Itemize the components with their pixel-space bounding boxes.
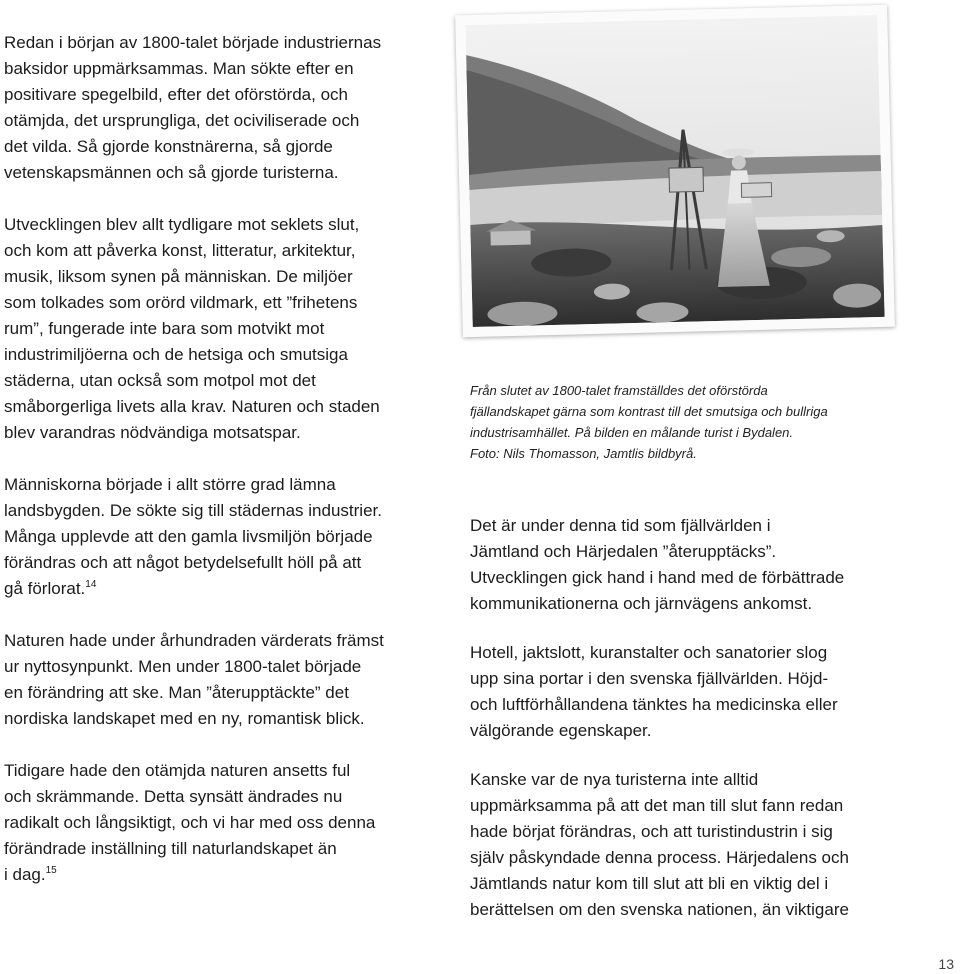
- paragraph: [4, 758, 444, 888]
- page-number: 13: [938, 956, 954, 972]
- footnote-marker: 15: [45, 865, 57, 876]
- paragraph-text: Tidigare hade den otämjda naturen ansetts ful och skrämmande. Detta synsätt ändrades nu radikalt och långsiktigt, och vi har med oss denna förändrade inställning till naturlandskapet än i dag.: [4, 761, 376, 884]
- left-text-column: [4, 30, 444, 888]
- caption-line: Från slutet av 1800-talet framställdes det oförstörda: [470, 383, 768, 398]
- paragraph: Naturen hade under århundraden värderats främst ur nyttosynpunkt. Men under 1800-talet började en förändring att ske. Man ”återupptäckte” det nordiska landskapet med en ny, romantisk blick.: [4, 631, 384, 728]
- paragraph: Hotell, jaktslott, kuranstalter och sanatorier slog upp sina portar i den svenska fjällvärlden. Höjd- och luftförhållandena tänktes ha medicinska eller välgörande egenskaper.: [470, 643, 838, 740]
- paragraph: [4, 472, 444, 602]
- paragraph-text: Människorna började i allt större grad lämna landsbygden. De sökte sig till städernas industrier. Många upplevde att den gamla livsmiljön började förändras och att något betydelsefullt höll på att gå förlorat.: [4, 475, 382, 598]
- paragraph: Kanske var de nya turisterna inte alltid uppmärksamma på att det man till slut fann redan hade börjat förändras, och att turistindustrin i sig själv påskyndade denna process. Härjedalens och Jämtlands natur kom till slut att bli en viktig del i berättelsen om den svenska nationen, än viktigare: [470, 770, 849, 919]
- caption-line: industrisamhället. På bilden en målande turist i Bydalen.: [470, 425, 794, 440]
- caption-line: fjällandskapet gärna som kontrast till det smutsiga och bullriga: [470, 404, 828, 419]
- paragraph: Utvecklingen blev allt tydligare mot seklets slut, och kom att påverka konst, litteratur, arkitektur, musik, liksom synen på människan. De miljöer som tolkades som orörd vildmark, ett ”frihetens rum”, fungerade inte bara som motvikt mot industrimiljöerna och de hetsiga och smutsiga städerna, utan också som motpol mot det småborgerliga livets alla krav. Naturen och staden blev varandras nödvändiga motsatspar.: [4, 215, 380, 442]
- landscape-photo: [465, 15, 884, 327]
- footnote-marker: 14: [85, 579, 97, 590]
- caption-line: Foto: Nils Thomasson, Jamtlis bildbyrå.: [470, 446, 697, 461]
- paragraph: Det är under denna tid som fjällvärlden i Jämtland och Härjedalen ”återupptäcks”. Utvecklingen gick hand i hand med de förbättrade kommunikationerna och järnvägens ankomst.: [470, 516, 845, 613]
- photo-caption: [470, 380, 910, 464]
- photo-frame: [455, 5, 895, 337]
- paragraph: Redan i början av 1800-talet började industriernas baksidor uppmärksammas. Man sökte efter en positivare spegelbild, efter det oförstörda, och otämjda, det ursprungliga, det ociviliserade och det vilda. Så gjorde konstnärerna, så gjorde vetenskapsmännen och så gjorde turisterna.: [4, 33, 382, 182]
